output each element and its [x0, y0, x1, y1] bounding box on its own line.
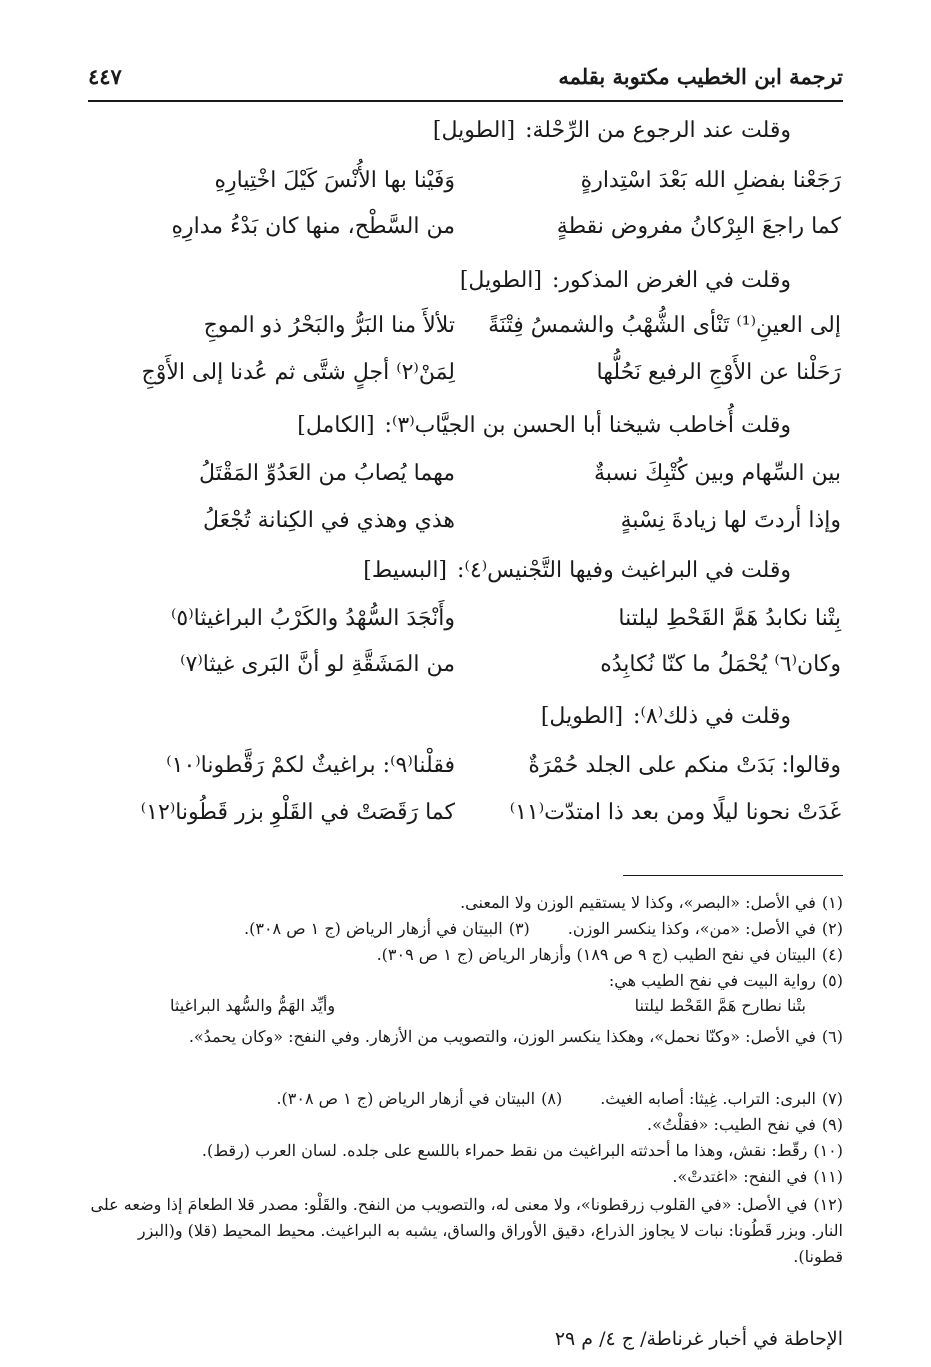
poem-intro: وقلت في البراغيث وفيها التَّجْنيس⁽٤⁾:[البسيط]	[363, 558, 791, 583]
verse-line	[100, 508, 841, 548]
meter-label: [الطويل]	[432, 118, 516, 143]
verse-hemistich-first: كما راجعَ البِرْكانُ مفروض نقطةٍ	[556, 214, 841, 239]
verse-hemistich-second: وَفَيْنا بها الأُنْسَ كَيْلَ اخْتِيارِهِ	[214, 168, 455, 193]
verse-hemistich-second: وأَنْجَدَ السُّهْدُ والكَرْبُ البراغيثا⁽٥⁾	[171, 606, 455, 631]
footnote: (١)في الأصل: «البصر»، وكذا لا يستقيم الوزن ولا المعنى.	[460, 893, 843, 912]
poem-intro: وقلت أُخاطب شيخنا أبا الحسن بن الجيَّاب⁽٣⁾:[الكامل]	[297, 413, 791, 438]
verse-hemistich-second: كما رَقَصَتْ في القَلْوِ بزر قَطُونا⁽١٢⁾	[140, 800, 455, 825]
footnote: (٥)رواية البيت في نفح الطيب هي:	[608, 971, 843, 990]
verse-hemistich-second: فقلْنا⁽٩⁾: براغيثٌ لكمْ رَقَّطونا⁽١٠⁾	[166, 753, 455, 778]
verse-line	[100, 214, 841, 254]
verse-hemistich-first: غَدَتْ نحونا ليلًا ومن بعد ذا امتدّت⁽١١⁾	[509, 800, 841, 825]
footnote: (٢)في الأصل: «من»، وكذا ينكسر الوزن.(٣)البيتان في أزهار الرياض (ج ١ ص ٣٠٨).	[244, 919, 843, 938]
verse-hemistich-first: إلى العينِ⁽¹⁾ تَنْأى الشُّهْبُ والشمسُ فِتْنَةً	[488, 313, 841, 338]
verse-hemistich-second: مهما يُصابُ من العَدُوِّ المَقْتَلُ	[198, 461, 455, 486]
footnote: (٤)البيتان في نفح الطيب (ج ٩ ص ١٨٩) وأزهار الرياض (ج ١ ص ٣٠٩).	[376, 945, 843, 964]
verse-line	[100, 313, 841, 353]
verse-hemistich-second: لِمَنْ⁽٢⁾ أجلٍ شتَّى ثم عُدنا إلى الأَوْجِ	[141, 360, 455, 385]
verse-line	[100, 800, 841, 840]
verse-hemistich-second: تلألأَ منا البَرُّ والبَحْرُ ذو الموجِ	[203, 313, 455, 338]
page-number: ٤٤٧	[88, 64, 122, 89]
header-rule	[88, 100, 843, 102]
verse-line	[100, 461, 841, 501]
verse-hemistich-first: وإذا أردتَ لها زيادةَ نِسْبةٍ	[620, 508, 841, 533]
footnote: (١١)في النفح: «اغتدتْ».	[672, 1167, 843, 1186]
footnote: (١٠)رقّط: نقش، وهذا ما أحدثته البراغيث من نقط حمراء باللسع على جلده. لسان العرب (رقط).	[201, 1141, 843, 1160]
meter-label: [الكامل]	[297, 413, 375, 438]
verse-hemistich-first: وقالوا: بَدَتْ منكم على الجلد حُمْرَةٌ	[528, 753, 841, 778]
footnote-verse: بتْنا نطارح هَمَّ القَحْط ليلتنا وأيِّد الهَمُّ والسُّهد البراغيثا	[170, 996, 806, 1015]
poem-intro: وقلت في الغرض المذكور:[الطويل]	[459, 268, 791, 293]
verse-hemistich-first: رَجَعْنا بفضلِ الله بَعْدَ اسْتِدارةٍ	[580, 168, 841, 193]
footnote: (٦)في الأصل: «وكنّا نحمل»، وهكذا ينكسر الوزن، والتصويب من الأزهار. وفي النفح: «وكان يحمدُ».	[188, 1027, 843, 1046]
verse-hemistich-second: هذي وهذي في الكِنانة تُجْعَلُ	[202, 508, 455, 533]
page-header	[88, 58, 843, 102]
verse-line	[100, 606, 841, 646]
footnote: (٧)البرى: التراب. غِيثا: أصابه الغيث.(٨)البيتان في أزهار الرياض (ج ١ ص ٣٠٨).	[276, 1089, 843, 1108]
page-footer: الإحاطة في أخبار غرناطة/ ج ٤/ م ٢٩	[554, 1328, 843, 1350]
footnote: (٩)في نفح الطيب: «فقلْتُ».	[647, 1115, 843, 1134]
poem-intro: وقلت عند الرجوع من الرِّحْلة:[الطويل]	[432, 118, 791, 143]
verse-line	[100, 652, 841, 692]
verse-hemistich-second: من المَشَقَّةِ لو أنَّ البَرى غيثا⁽٧⁾	[180, 652, 455, 677]
poem-intro: وقلت في ذلك⁽٨⁾:[الطويل]	[540, 704, 791, 729]
verse-hemistich-first: رَحَلْنا عن الأَوْجِ الرفيع نَحُلُّها	[596, 360, 841, 385]
verse-hemistich-first: بين السِّهام وبين كُتْبِكَ نسبةٌ	[594, 461, 841, 486]
footnote: (١٢)في الأصل: «في القلوب زرقطونا»، ولا معنى له، والتصويب من النفح. والقَلْو: مصدر قلا الطعامَ إذا وضعه على النار. وبزر قَطُونا: نبات لا يجاوز الذراع، دقيق الأوراق والساق، يشبه به البراغيث. محيط المحيط (قلا) و(البزر قطونا).	[90, 1195, 843, 1266]
verse-line	[100, 168, 841, 208]
meter-label: [الطويل]	[540, 704, 624, 729]
verse-hemistich-second: من السَّطْح، منها كان بَدْءُ مدارِهِ	[171, 214, 455, 239]
footnote-rule	[623, 875, 843, 876]
verse-line	[100, 360, 841, 400]
running-title: ترجمة ابن الخطيب مكتوبة بقلمه	[558, 64, 843, 89]
meter-label: [الطويل]	[459, 268, 543, 293]
verse-line	[100, 753, 841, 793]
meter-label: [البسيط]	[363, 558, 448, 583]
verse-hemistich-first: بِتْنا نكابدُ هَمَّ القَحْطِ ليلتنا	[618, 606, 841, 631]
verse-hemistich-first: وكان⁽٦⁾ يُحْمَلُ ما كنّا نُكابِدُه	[600, 652, 841, 677]
